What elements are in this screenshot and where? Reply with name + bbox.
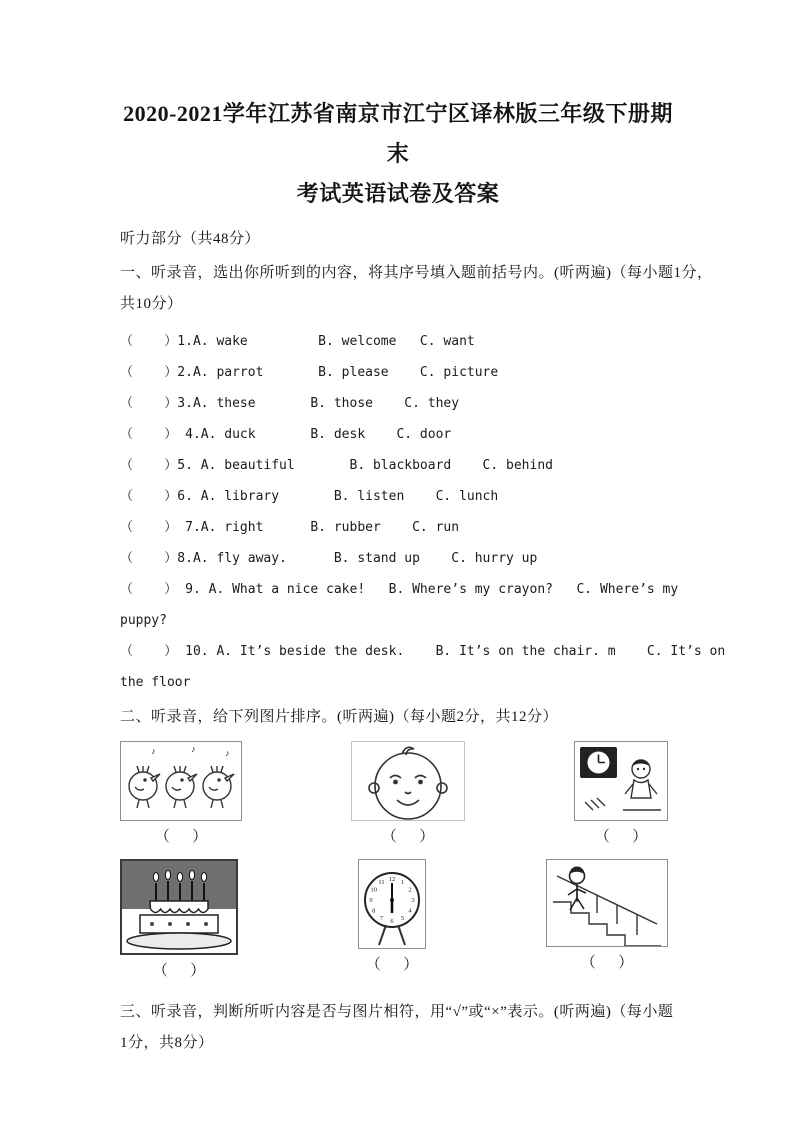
svg-text:5: 5 xyxy=(400,915,405,922)
svg-text:6: 6 xyxy=(390,918,394,925)
svg-text:♪: ♪ xyxy=(191,744,196,754)
svg-text:9: 9 xyxy=(369,897,373,904)
answer-bracket: （ ） xyxy=(381,829,435,845)
question-line-3: （ ）3.A. these B. those C. they xyxy=(120,396,460,411)
question-line-2: （ ）2.A. parrot B. please C. picture xyxy=(120,365,499,380)
section3-instruction-line1: 三、听录音，判断所听内容是否与图片相符，用“√”或“×”表示。(听两遍)（每小题 xyxy=(120,1004,674,1020)
answer-bracket: （ ） xyxy=(154,829,208,845)
chicks-image xyxy=(120,741,242,821)
svg-text:12: 12 xyxy=(388,876,396,883)
question-line-4: （ ） 4.A. duck B. desk C. door xyxy=(120,427,452,442)
page-content xyxy=(120,94,726,1059)
question-line-10: （ ） 10. A. It’s beside the desk. B. It’s on the chair. m C. It’s on xyxy=(120,644,726,659)
svg-text:11: 11 xyxy=(378,879,385,886)
section3-instruction-line2: 1分，共8分） xyxy=(120,1035,214,1051)
svg-text:♪: ♪ xyxy=(151,746,156,756)
figure-row-1 xyxy=(120,741,668,849)
svg-text:4: 4 xyxy=(408,907,412,915)
wall-clock-scene-image xyxy=(574,741,668,821)
section2-instruction: 二、听录音，给下列图片排序。(听两遍)（每小题2分，共12分） xyxy=(120,709,558,725)
answer-bracket: （ ） xyxy=(365,957,419,973)
question-line-5: （ ）5. A. beautiful B. blackboard C. behind xyxy=(120,458,553,473)
figure-row-2 xyxy=(120,859,668,983)
answer-bracket: （ ） xyxy=(594,829,648,845)
section1-questions xyxy=(120,326,726,698)
svg-text:7: 7 xyxy=(379,915,384,922)
answer-bracket: （ ） xyxy=(580,955,634,971)
page-title-line2: 考试英语试卷及答案 xyxy=(296,181,500,206)
question-line-1: （ ）1.A. wake B. welcome C. want xyxy=(120,334,475,349)
svg-text:♪: ♪ xyxy=(225,748,230,758)
figure-cell-chicks xyxy=(120,741,242,849)
section3-instruction xyxy=(120,997,676,1059)
child-on-stairs-image xyxy=(546,859,668,947)
birthday-cake-image xyxy=(120,859,238,955)
figure-cell-clock xyxy=(358,859,426,977)
baby-face-image xyxy=(351,741,465,821)
svg-text:10: 10 xyxy=(370,886,378,894)
page-title-line1: 2020-2021学年江苏省南京市江宁区译林版三年级下册期末 xyxy=(123,101,673,166)
svg-text:8: 8 xyxy=(372,907,376,915)
section1-instruction-line1: 一、听录音，选出你所听到的内容，将其序号填入题前括号内。(听两遍)（每小题1分， xyxy=(120,265,713,281)
figure-cell-stairs xyxy=(546,859,668,975)
svg-text:1: 1 xyxy=(400,879,405,886)
question-line-10-wrap: the floor xyxy=(120,675,191,690)
figure-cell-cake xyxy=(120,859,238,983)
figure-cell-baby xyxy=(351,741,465,849)
answer-bracket: （ ） xyxy=(152,963,206,979)
section1-instruction-line2: 共10分） xyxy=(120,296,183,312)
question-line-9: （ ） 9. A. What a nice cake! B. Where’s my crayon? C. Where’s my xyxy=(120,582,679,597)
figure-cell-wall-clock-scene xyxy=(574,741,668,849)
svg-text:2: 2 xyxy=(408,886,412,894)
question-line-9-wrap: puppy? xyxy=(120,613,167,628)
question-line-7: （ ） 7.A. right B. rubber C. run xyxy=(120,520,460,535)
clock-image xyxy=(358,859,426,949)
section1-instruction xyxy=(120,258,713,320)
listening-section-header: 听力部分（共48分） xyxy=(120,231,261,247)
svg-text:3: 3 xyxy=(411,897,415,904)
question-line-8: （ ）8.A. fly away. B. stand up C. hurry up xyxy=(120,551,538,566)
question-line-6: （ ）6. A. library B. listen C. lunch xyxy=(120,489,499,504)
